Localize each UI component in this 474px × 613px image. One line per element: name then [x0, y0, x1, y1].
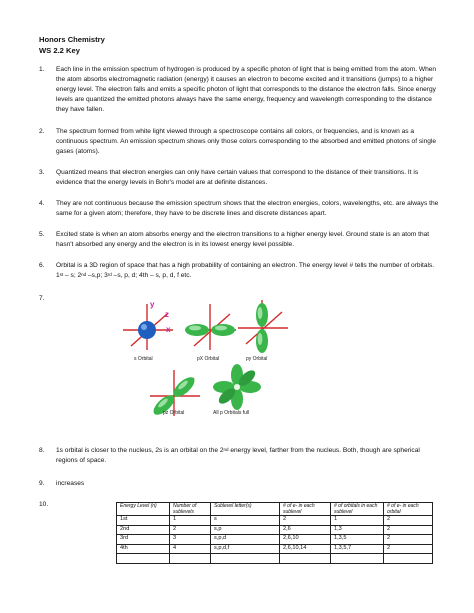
answer-5: [39, 230, 439, 250]
header-orbitals-per-sublevel: # of orbitals in each sublevel: [331, 503, 384, 516]
course-title: Honors Chemistry: [39, 35, 105, 44]
item-number: 6.: [39, 262, 45, 269]
item-number: 5.: [39, 231, 45, 238]
answer-text: They are not continuous because the emission spectrum shows that the electron energies, colors, wavelengths, etc. are always the same for a given atom; therefore, they have to be discrete lines and discrete distances apart.: [56, 200, 439, 218]
item-number: 2.: [39, 128, 45, 135]
item-number: 4.: [39, 200, 45, 207]
py-orbital-caption: py Orbital: [246, 356, 268, 362]
cell-electrons-orbital: 2: [384, 535, 433, 545]
item-number: 8.: [39, 447, 45, 454]
cell-energy-level: 4th: [117, 544, 170, 554]
answer-text: Excited state is when an atom absorbs energy and the electron transitions to a higher energy level. Ground state is an atom that hasn't absorbed any energy and the electron is in its lowest energy level possible.: [56, 231, 430, 249]
item-number: 10.: [39, 501, 49, 508]
table-row: [117, 525, 433, 535]
all-p-orbitals-diagram: [205, 362, 269, 412]
axis-label-z: z: [165, 310, 169, 319]
cell-electrons-sublevel: [280, 554, 331, 564]
answer-8: [39, 446, 439, 466]
answer-9: [39, 479, 439, 489]
axis-label-x: x: [166, 325, 171, 334]
answer-2: [39, 127, 439, 157]
py-orbital-diagram: [232, 296, 294, 356]
table-row: [117, 516, 433, 526]
answer-text: Orbital is a 3D region of space that has a high probability of containing an electron. The energy level # tells the number of orbitals. 1st – s; 2nd –s,p; 3rd –s, p, d; 4th – s, p, d, f etc.: [56, 262, 435, 280]
answer-text: The spectrum formed from white light viewed through a spectroscope contains all colors, or frequencies, and is known as a continuous spectrum. An emission spectrum shows only those colors corresponding to the absorbed and emitted photons of single gases (atoms).: [56, 128, 437, 156]
cell-orbitals: 1,3: [331, 525, 384, 535]
item-number: 9.: [39, 480, 45, 487]
cell-letters: s,p,d: [211, 535, 280, 545]
answer-1: [39, 65, 439, 115]
answer-3: [39, 168, 439, 188]
table-row: [117, 554, 433, 564]
item-number: 7.: [39, 295, 45, 302]
answer-text: Each line in the emission spectrum of hydrogen is produced by a specific photon of light that is being emitted from the atom. When the atom absorbs electromagnetic radiation (energy) it causes an electron to become excited and it transitions (jumps) to a higher energy level. The electron falls and emits a specific photon of light that corresponds to the distance the electron falls. Since energy levels are quantized the emitted photons always have the same energy, frequency and wavelength corresponding to the distance they have fallen.: [56, 66, 437, 114]
all-p-orbitals-caption: All p Orbitals full: [213, 410, 250, 416]
cell-energy-level: 2nd: [117, 525, 170, 535]
header-energy-level: Energy Level (n): [117, 503, 170, 516]
cell-letters: s: [211, 516, 280, 526]
cell-energy-level: [117, 554, 170, 564]
answer-text: increases: [56, 480, 85, 487]
s-orbital-caption: s Orbital: [134, 356, 153, 362]
worksheet-title: WS 2.2 Key: [39, 46, 80, 55]
answer-4: [39, 199, 439, 219]
px-orbital-caption: pX Orbital: [197, 356, 220, 362]
cell-sublevels: 3: [170, 535, 211, 545]
answer-6: [39, 261, 439, 281]
answer-text: Quantized means that electron energies can only have certain values that correspond to the distance of their transitions. It is evidence that the energy levels in Bohr's model are at definite distances.: [56, 169, 419, 187]
cell-sublevels: 1: [170, 516, 211, 526]
cell-electrons-orbital: 2: [384, 544, 433, 554]
cell-energy-level: 1st: [117, 516, 170, 526]
cell-electrons-orbital: 2: [384, 516, 433, 526]
cell-sublevels: 2: [170, 525, 211, 535]
pz-orbital-caption: pz Orbital: [163, 410, 185, 416]
cell-electrons-sublevel: 2: [280, 516, 331, 526]
cell-electrons-sublevel: 2,6: [280, 525, 331, 535]
cell-orbitals: 1: [331, 516, 384, 526]
cell-orbitals: [331, 554, 384, 564]
cell-letters: [211, 554, 280, 564]
item-number: 3.: [39, 169, 45, 176]
cell-electrons-orbital: [384, 554, 433, 564]
cell-orbitals: 1,3,5: [331, 535, 384, 545]
header-number-of-sublevels: Number of sublevels: [170, 503, 211, 516]
header-electrons-per-sublevel: # of e- in each sublevel: [280, 503, 331, 516]
cell-letters: s,p: [211, 525, 280, 535]
axis-label-y: y: [150, 300, 155, 309]
cell-sublevels: 4: [170, 544, 211, 554]
table-header-row: [117, 503, 433, 516]
table-row: [117, 535, 433, 545]
cell-electrons-sublevel: 2,6,10,14: [280, 544, 331, 554]
cell-letters: s,p,d,f: [211, 544, 280, 554]
cell-energy-level: 3rd: [117, 535, 170, 545]
cell-electrons-orbital: 2: [384, 525, 433, 535]
answer-text: 1s orbital is closer to the nucleus, 2s is an orbital on the 2nd energy level, farther from the nucleus. Both, though are spherical regions of space.: [56, 447, 420, 465]
header-sublevel-letters: Sublevel letter(s): [211, 503, 280, 516]
table-row: [117, 544, 433, 554]
cell-sublevels: [170, 554, 211, 564]
cell-orbitals: 1,3,5,7: [331, 544, 384, 554]
cell-electrons-sublevel: 2,6,10: [280, 535, 331, 545]
header-electrons-per-orbital: # of e- in each orbital: [384, 503, 433, 516]
item-number: 1.: [39, 66, 45, 73]
energy-level-table: [116, 502, 433, 564]
